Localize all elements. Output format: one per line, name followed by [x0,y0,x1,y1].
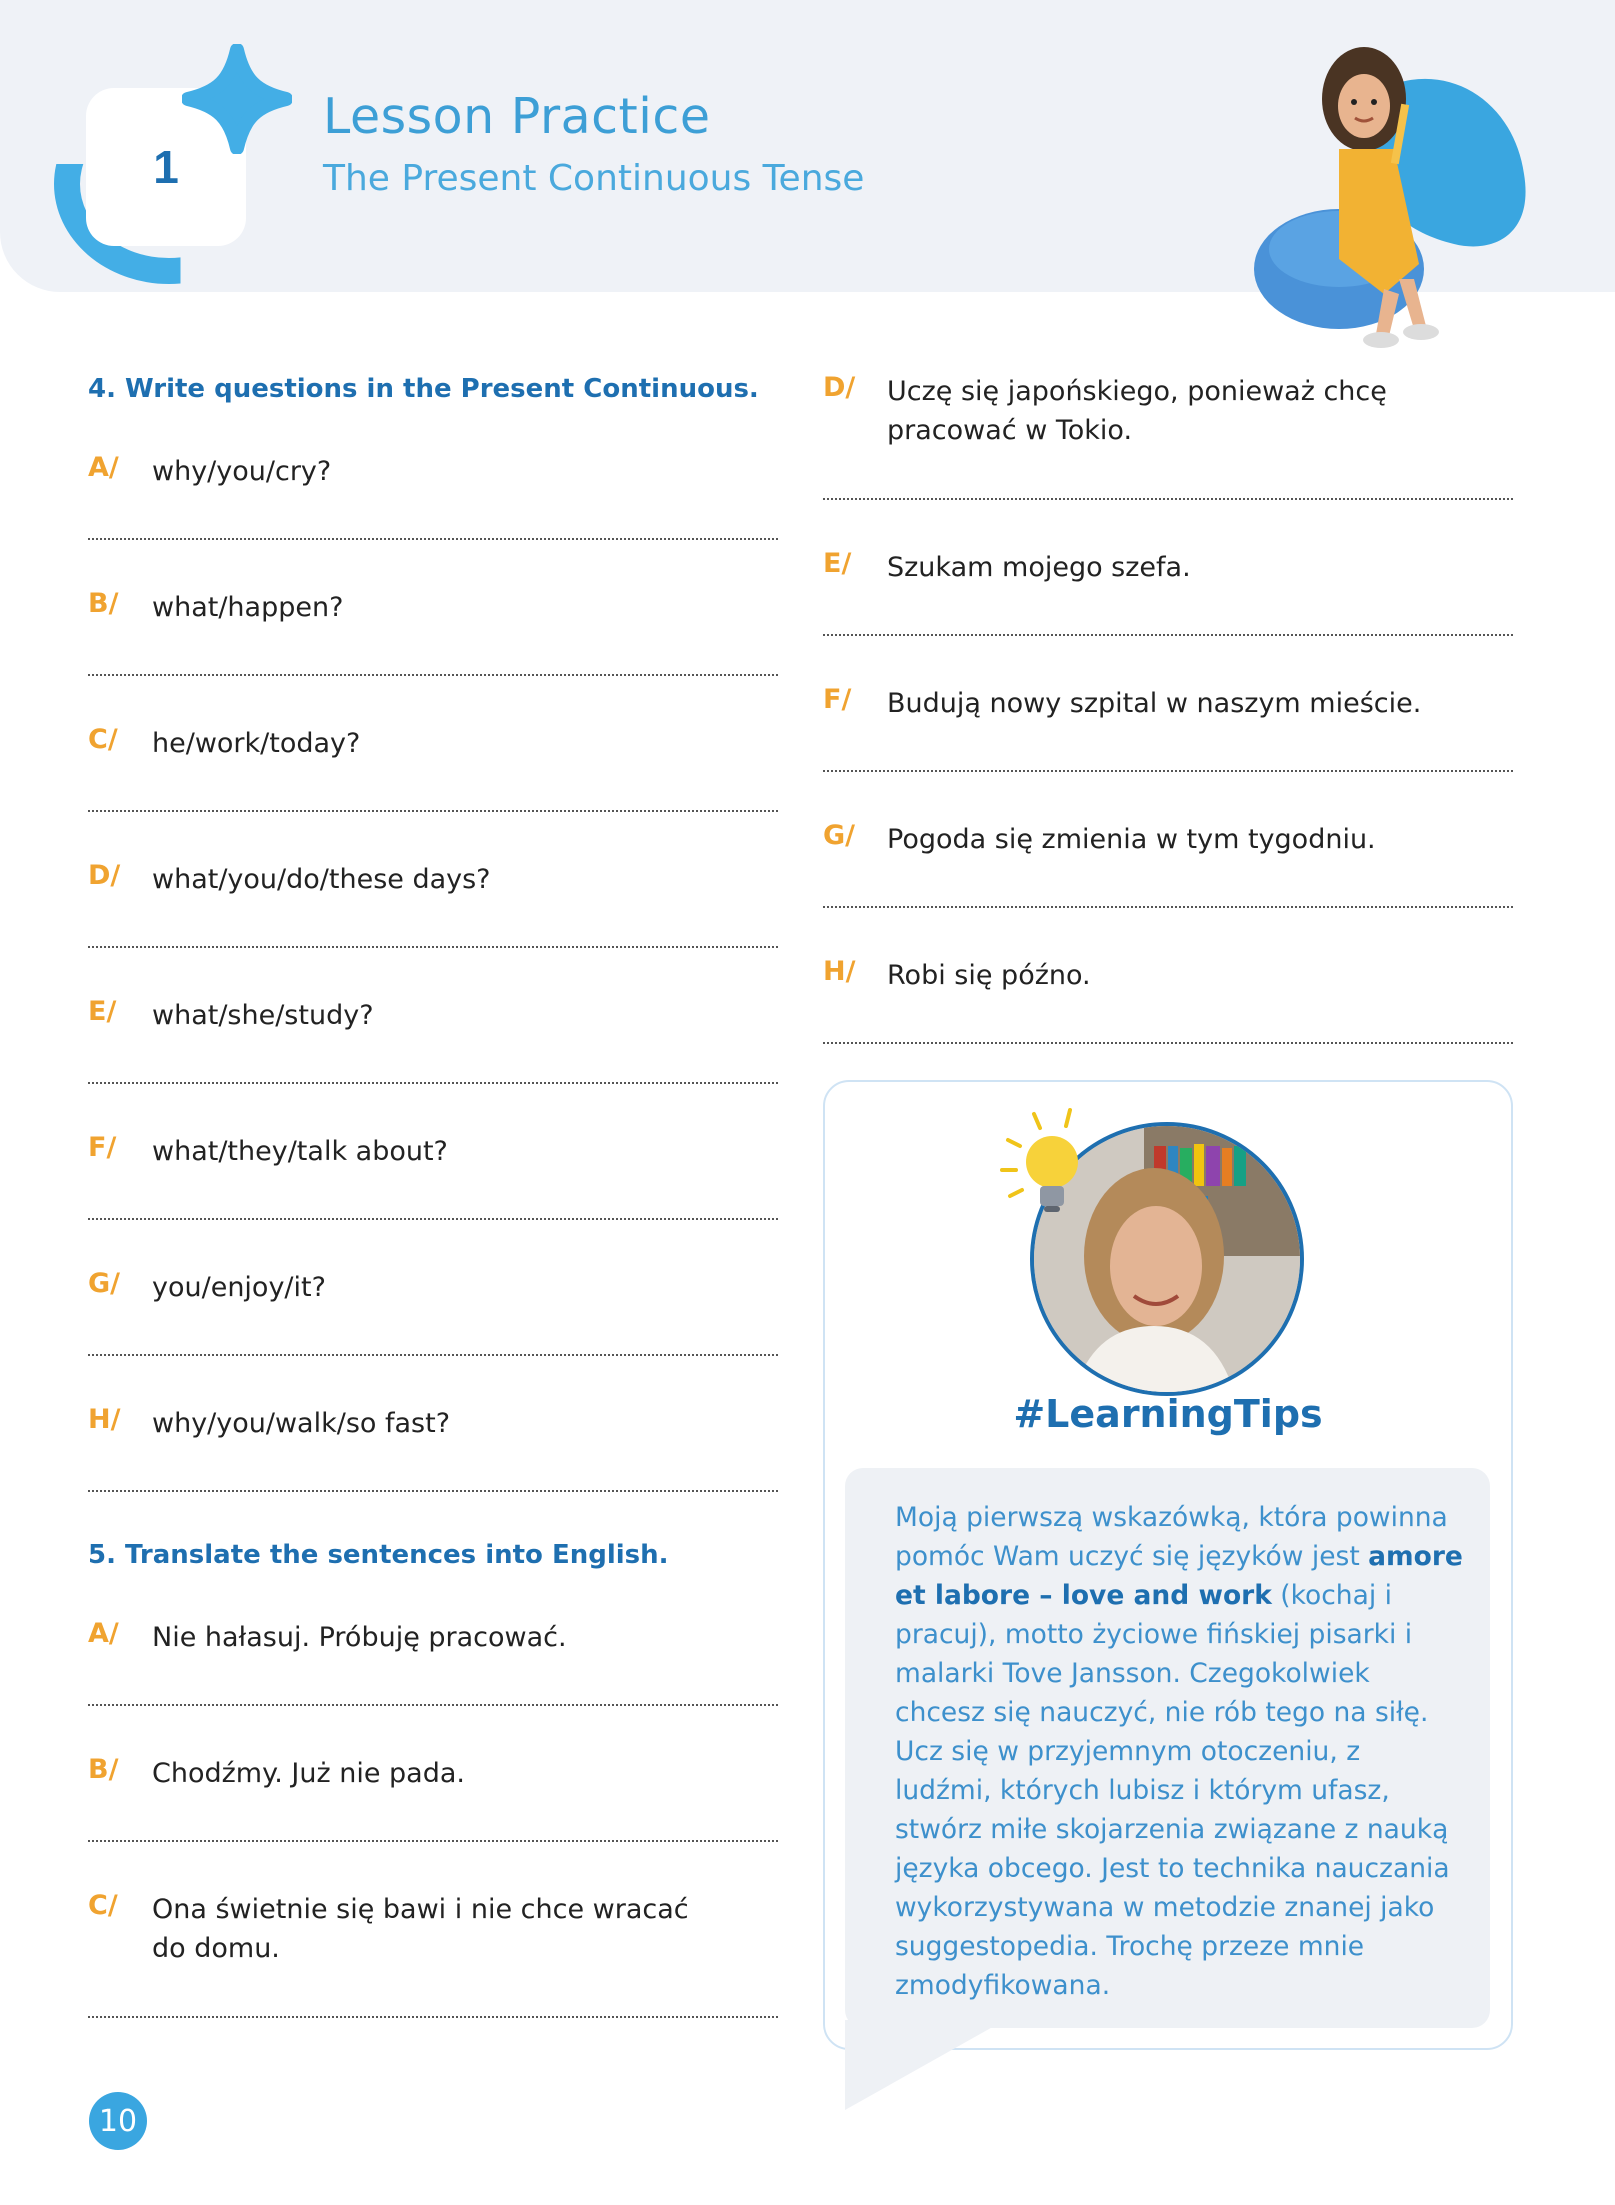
answer-line[interactable] [88,810,778,812]
answer-line[interactable] [823,906,1513,908]
item-text: Uczę się japońskiego, ponieważ chcę pracować w Tokio. [887,376,1387,446]
learning-tips-text [895,1498,1465,2005]
item-text: what/you/do/these days? [152,864,491,895]
item-text: what/they/talk about? [152,1136,448,1167]
answer-line[interactable] [823,770,1513,772]
item-letter: B/ [88,1754,119,1785]
item-letter: H/ [823,956,856,987]
answer-line[interactable] [88,2016,778,2018]
exercise-4-heading: 4. Write questions in the Present Continuous. [88,374,759,404]
answer-line[interactable] [88,1490,778,1492]
item-letter: A/ [88,452,119,483]
answer-line[interactable] [88,946,778,948]
answer-line[interactable] [823,498,1513,500]
item-letter: C/ [88,724,118,755]
answer-line[interactable] [88,1704,778,1706]
item-text: what/she/study? [152,1000,374,1031]
answer-line[interactable] [88,1082,778,1084]
lesson-title: Lesson Practice [323,88,711,145]
lesson-subtitle: The Present Continuous Tense [323,158,865,199]
item-text: why/you/walk/so fast? [152,1408,451,1439]
lightbulb-icon [990,1100,1100,1230]
learning-tips-title: #LearningTips [1013,1392,1323,1436]
item-text: why/you/cry? [152,456,332,487]
item-letter: G/ [823,820,856,851]
answer-line[interactable] [88,674,778,676]
item-letter: F/ [88,1132,117,1163]
item-letter: E/ [823,548,852,579]
answer-line[interactable] [823,1042,1513,1044]
lesson-number: 1 [153,141,179,193]
item-text: Robi się późno. [887,960,1091,991]
answer-line[interactable] [88,1354,778,1356]
answer-line[interactable] [88,1840,778,1842]
character-illustration-icon [1244,44,1534,354]
speech-bubble-tail [845,2020,1005,2110]
item-letter: D/ [88,860,121,891]
item-letter: F/ [823,684,852,715]
exercise-5-heading: 5. Translate the sentences into English. [88,1540,669,1570]
item-text: you/enjoy/it? [152,1272,326,1303]
answer-line[interactable] [88,538,778,540]
answer-line[interactable] [88,1218,778,1220]
item-letter: E/ [88,996,117,1027]
tips-text-part: (kochaj i pracuj), motto życiowe fińskiej pisarki i malarki Tove Jansson. Czegokolwiek chcesz się nauczyć, nie rób tego na siłę. Ucz się w przyjemnym otoczeniu, z ludźmi, których lubisz i którym ufasz, stwórz miłe skojarzenia związane z nauką języka obcego. Jest to technika nauczania wykorzystywana w metodzie znanej jako suggestopedia. Trochę przeze mnie zmodyfikowana. [895,1580,1450,2001]
sparkle-icon [182,44,292,154]
item-text: Chodźmy. Już nie pada. [152,1758,465,1789]
tips-highlight: amore et labore – love and work [895,1541,1463,1611]
item-text: what/happen? [152,592,344,623]
item-text: Budują nowy szpital w naszym mieście. [887,688,1422,719]
page-number: 10 [89,2092,147,2150]
item-letter: G/ [88,1268,121,1299]
item-letter: A/ [88,1618,119,1649]
tips-text-part: Moją pierwszą wskazówką, która powinna pomóc Wam uczyć się języków jest [895,1502,1448,1572]
answer-line[interactable] [823,634,1513,636]
item-letter: B/ [88,588,119,619]
item-text: he/work/today? [152,728,361,759]
item-letter: H/ [88,1404,121,1435]
item-letter: D/ [823,372,856,403]
item-text: Nie hałasuj. Próbuję pracować. [152,1622,567,1653]
item-letter: C/ [88,1890,118,1921]
item-text: Ona świetnie się bawi i nie chce wracać do domu. [152,1894,689,1964]
item-text: Szukam mojego szefa. [887,552,1191,583]
item-text: Pogoda się zmienia w tym tygodniu. [887,824,1376,855]
